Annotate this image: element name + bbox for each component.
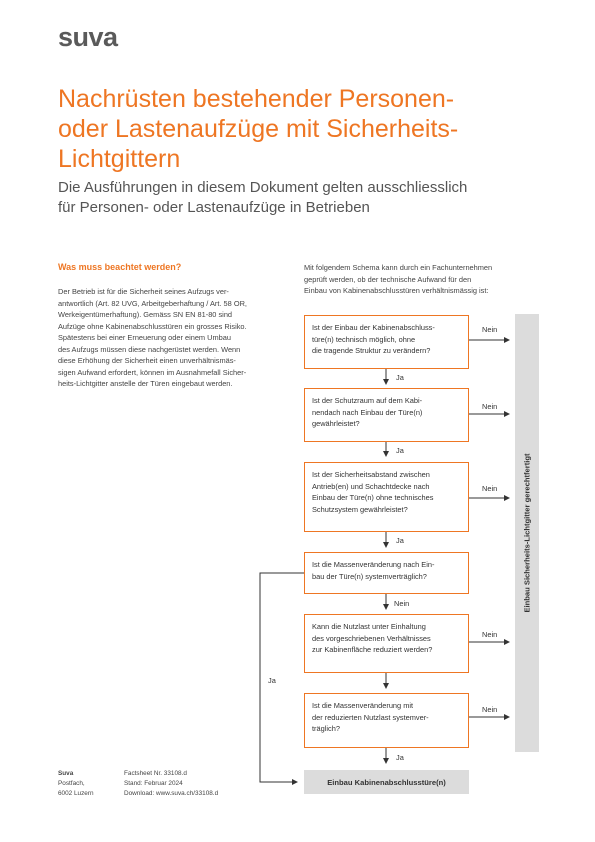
footer-download-link[interactable]: Download: www.suva.ch/33108.d bbox=[124, 790, 219, 797]
footer-meta bbox=[124, 769, 218, 799]
suva-logo: suva bbox=[58, 22, 118, 52]
footer-address-line: 6002 Luzern bbox=[58, 790, 94, 797]
question-line: Antrieb(en) und Schachtdecke nach bbox=[312, 481, 430, 491]
subtitle-line: für Personen- oder Lastenaufzüge in Betrieben bbox=[58, 199, 370, 216]
question-line: Einbau der Türe(n) ohne technisches bbox=[312, 493, 434, 502]
question-line: Kann die Nutzlast unter Einhaltung bbox=[312, 622, 426, 631]
footer-org: Suva bbox=[58, 770, 74, 777]
no-label: Nein bbox=[482, 484, 498, 493]
body-line: des Aufzugs müssen diese nachgerüstet werden. Wenn bbox=[58, 344, 241, 354]
title-line: Lichtgittern bbox=[58, 145, 181, 173]
question-line: zur Kabinenfläche reduziert werden? bbox=[312, 645, 433, 654]
question-line: bau der Türe(n) systemverträglich? bbox=[312, 571, 427, 581]
question-box-3 bbox=[304, 462, 469, 532]
body-line: Der Betrieb ist für die Sicherheit seines Aufzugs ver- bbox=[58, 287, 229, 296]
footer-stand: Stand: Februar 2024 bbox=[124, 780, 183, 787]
intro-line: geprüft werden, ob der technische Aufwand für den bbox=[304, 274, 472, 284]
question-box-2 bbox=[304, 388, 469, 442]
question-line: der reduzierten Nutzlast systemver- bbox=[312, 712, 429, 722]
question-line: träglich? bbox=[312, 724, 340, 733]
subtitle-line: Die Ausführungen in diesem Dokument gelten ausschliesslich bbox=[58, 179, 468, 196]
title-line: oder Lastenaufzüge mit Sicherheits- bbox=[58, 115, 459, 143]
side-result-bar bbox=[515, 314, 539, 752]
question-line: Ist der Schutzraum auf dem Kabi- bbox=[312, 396, 423, 405]
body-line: sigen Aufwand erfordert, können im Ausnahmefall Sicher- bbox=[58, 367, 247, 377]
section-heading: Was muss beachtet werden? bbox=[58, 262, 182, 272]
side-result-label: Einbau Sicherheits-Lichtgitter gerechtfertigt bbox=[522, 453, 532, 613]
no-label: Nein bbox=[482, 630, 498, 639]
arrow-q4-result bbox=[260, 573, 304, 782]
question-box-6 bbox=[304, 693, 469, 748]
question-line: Schutzsystem gewährleistet? bbox=[312, 504, 408, 514]
body-line: Spätestens bei einer Erneuerung oder einem Umbau bbox=[58, 333, 231, 342]
question-box-1 bbox=[304, 315, 469, 369]
question-line: Ist die Massenveränderung mit bbox=[312, 701, 414, 710]
yes-label: Ja bbox=[268, 676, 276, 685]
question-box-5 bbox=[304, 614, 469, 673]
question-line: des vorgeschriebenen Verhältnisses bbox=[312, 633, 431, 643]
yes-label: Ja bbox=[396, 536, 404, 545]
no-label: Nein bbox=[482, 402, 498, 411]
question-line: Ist der Einbau der Kabinenabschluss- bbox=[312, 323, 435, 332]
question-line: Ist die Massenveränderung nach Ein- bbox=[312, 560, 435, 569]
body-line: Aufzüge ohne Kabinenabschlusstüren ein grosses Risiko. bbox=[58, 321, 247, 331]
body-line: antwortlich (Art. 82 UVG, Arbeitgeberhaftung / Art. 58 OR, bbox=[58, 298, 247, 308]
intro-line: Mit folgendem Schema kann durch ein Fachunternehmen bbox=[304, 263, 493, 272]
no-label: Nein bbox=[482, 325, 498, 334]
no-label: Nein bbox=[394, 599, 410, 608]
intro-line: Einbau von Kabinenabschlusstüren verhältnismässig ist: bbox=[304, 286, 489, 295]
footer-address bbox=[58, 769, 94, 799]
body-line: heits-Lichtgitter anstelle der Türen eingebaut werden. bbox=[58, 379, 233, 388]
body-line: Werkeigentümerhaftung). Gemäss SN EN 81-80 sind bbox=[58, 310, 233, 319]
footer-address-line: Postfach, bbox=[58, 780, 85, 787]
no-label: Nein bbox=[482, 705, 498, 714]
footer-factsheet: Factsheet Nr. 33108.d bbox=[124, 770, 187, 777]
question-line: gewährleistet? bbox=[312, 419, 360, 428]
body-line: diese Erhöhung der Sicherheit einen unverhältnismäs- bbox=[58, 356, 236, 365]
yes-label: Ja bbox=[396, 753, 404, 762]
question-box-4 bbox=[304, 552, 469, 594]
question-line: die tragende Struktur zu verändern? bbox=[312, 346, 431, 355]
yes-label: Ja bbox=[396, 373, 404, 382]
question-line: Ist der Sicherheitsabstand zwischen bbox=[312, 470, 430, 479]
title-line: Nachrüsten bestehender Personen- bbox=[58, 85, 455, 113]
yes-label: Ja bbox=[396, 446, 404, 455]
question-line: türe(n) technisch möglich, ohne bbox=[312, 334, 416, 344]
question-line: nendach nach Einbau der Türe(n) bbox=[312, 407, 423, 417]
bottom-result-box: Einbau Kabinenabschlusstüre(n) bbox=[304, 770, 469, 794]
